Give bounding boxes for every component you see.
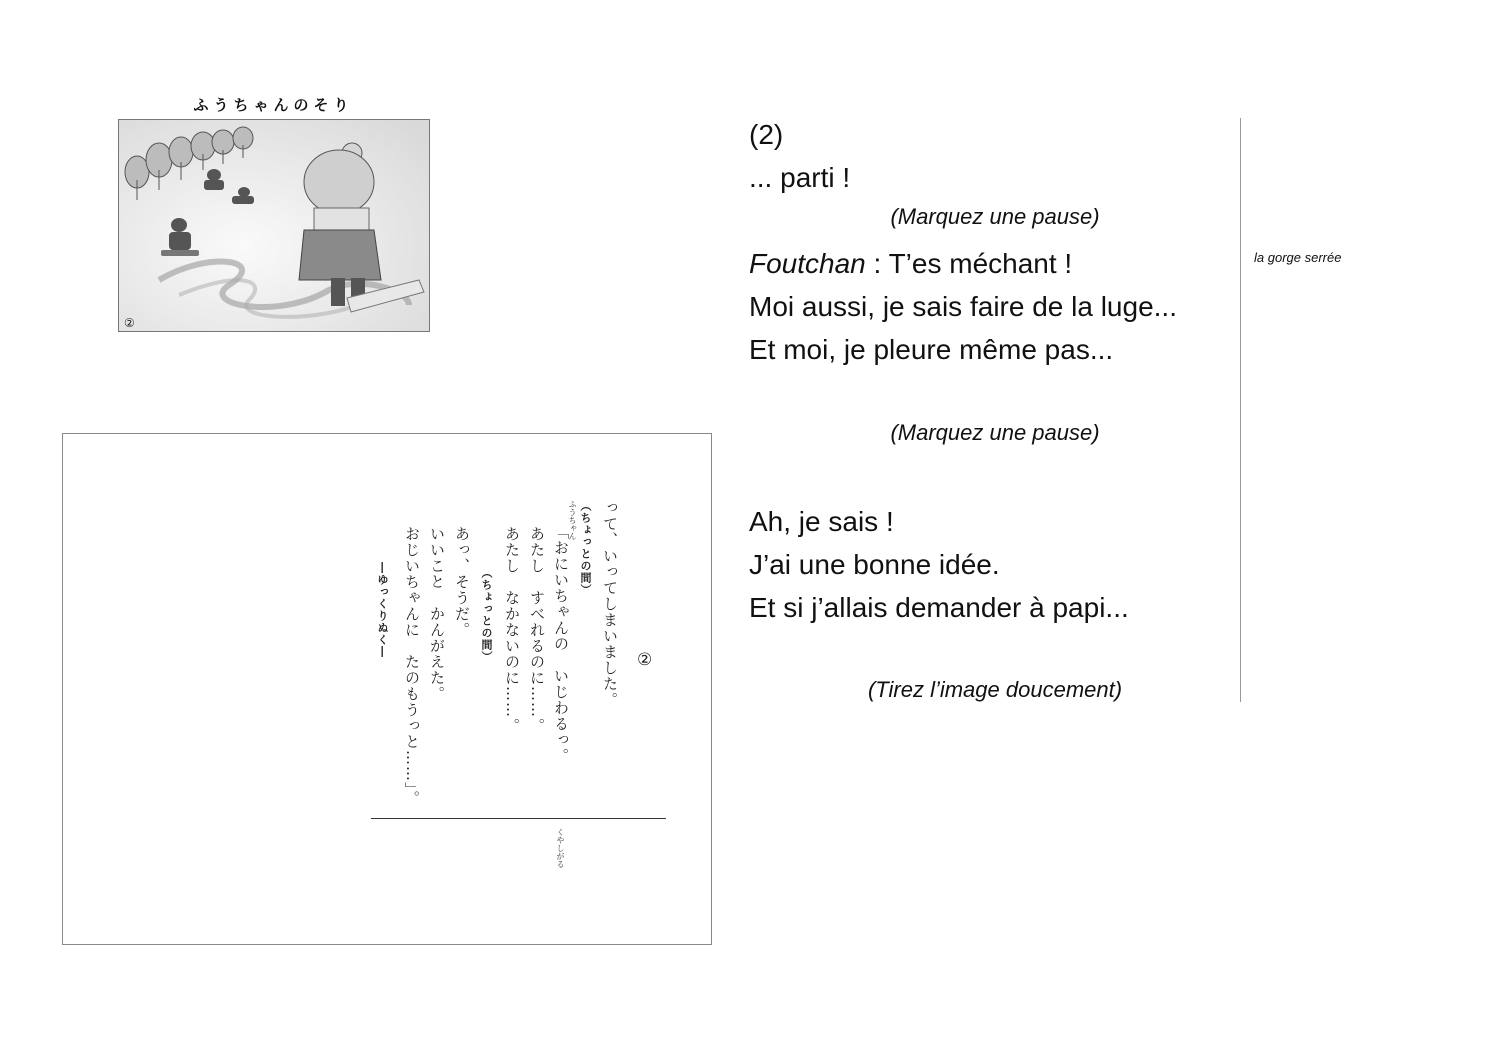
script-line: Et si j’allais demander à papi... [749,592,1129,623]
ruby-annotation: ふうちゃん [568,500,577,540]
stage-direction: （ちょっとの間） [579,500,592,596]
script-line: J’ai une bonne idée. [749,549,1000,580]
script-line [749,248,1072,280]
thumbnail-title: ふうちゃんのそり [193,96,354,114]
speaker-name: Foutchan [749,248,866,279]
thumbnail-number: ② [124,316,135,330]
thumbnail-illustration [118,119,430,332]
script-line: Ah, je sais ! [749,506,894,537]
script-line: ... parti ! [749,162,851,193]
text-column: おじいちゃんに たのもうっと……」。 [403,526,421,807]
stage-direction: (Marquez une pause) [890,204,1100,229]
vertical-divider [1240,118,1241,702]
divider-line [371,818,666,819]
text-column: あっ、そうだ。 [453,526,471,638]
script-line: Et moi, je pleure même pas... [749,334,1114,365]
stage-direction: (Marquez une pause) [890,420,1100,445]
script-line-text: : T’es méchant ! [865,248,1073,279]
stage-direction: ―ゆっくりぬく― [376,562,389,658]
script-line: Moi aussi, je sais faire de la luge... [749,291,1177,322]
stage-direction: （ちょっとの間） [480,567,493,663]
text-column: って、いってしまいました。 [601,500,619,708]
stage-direction: (Tirez l’image doucement) [867,677,1123,702]
bottom-note: くやしがる [556,828,565,868]
card-number: ② [637,650,653,670]
scene-number: (2) [749,119,784,150]
sled-scene-illustration [119,120,429,331]
text-column: いいこと かんがえた。 [428,526,446,702]
text-column: あたし すべれるのに……。 [528,526,546,734]
side-note: la gorge serrée [1254,250,1342,265]
text-card [62,433,712,945]
text-column: 「おにいちゃんの いじわるっ。 [552,524,570,764]
text-column: あたし なかないのに……。 [503,526,521,734]
